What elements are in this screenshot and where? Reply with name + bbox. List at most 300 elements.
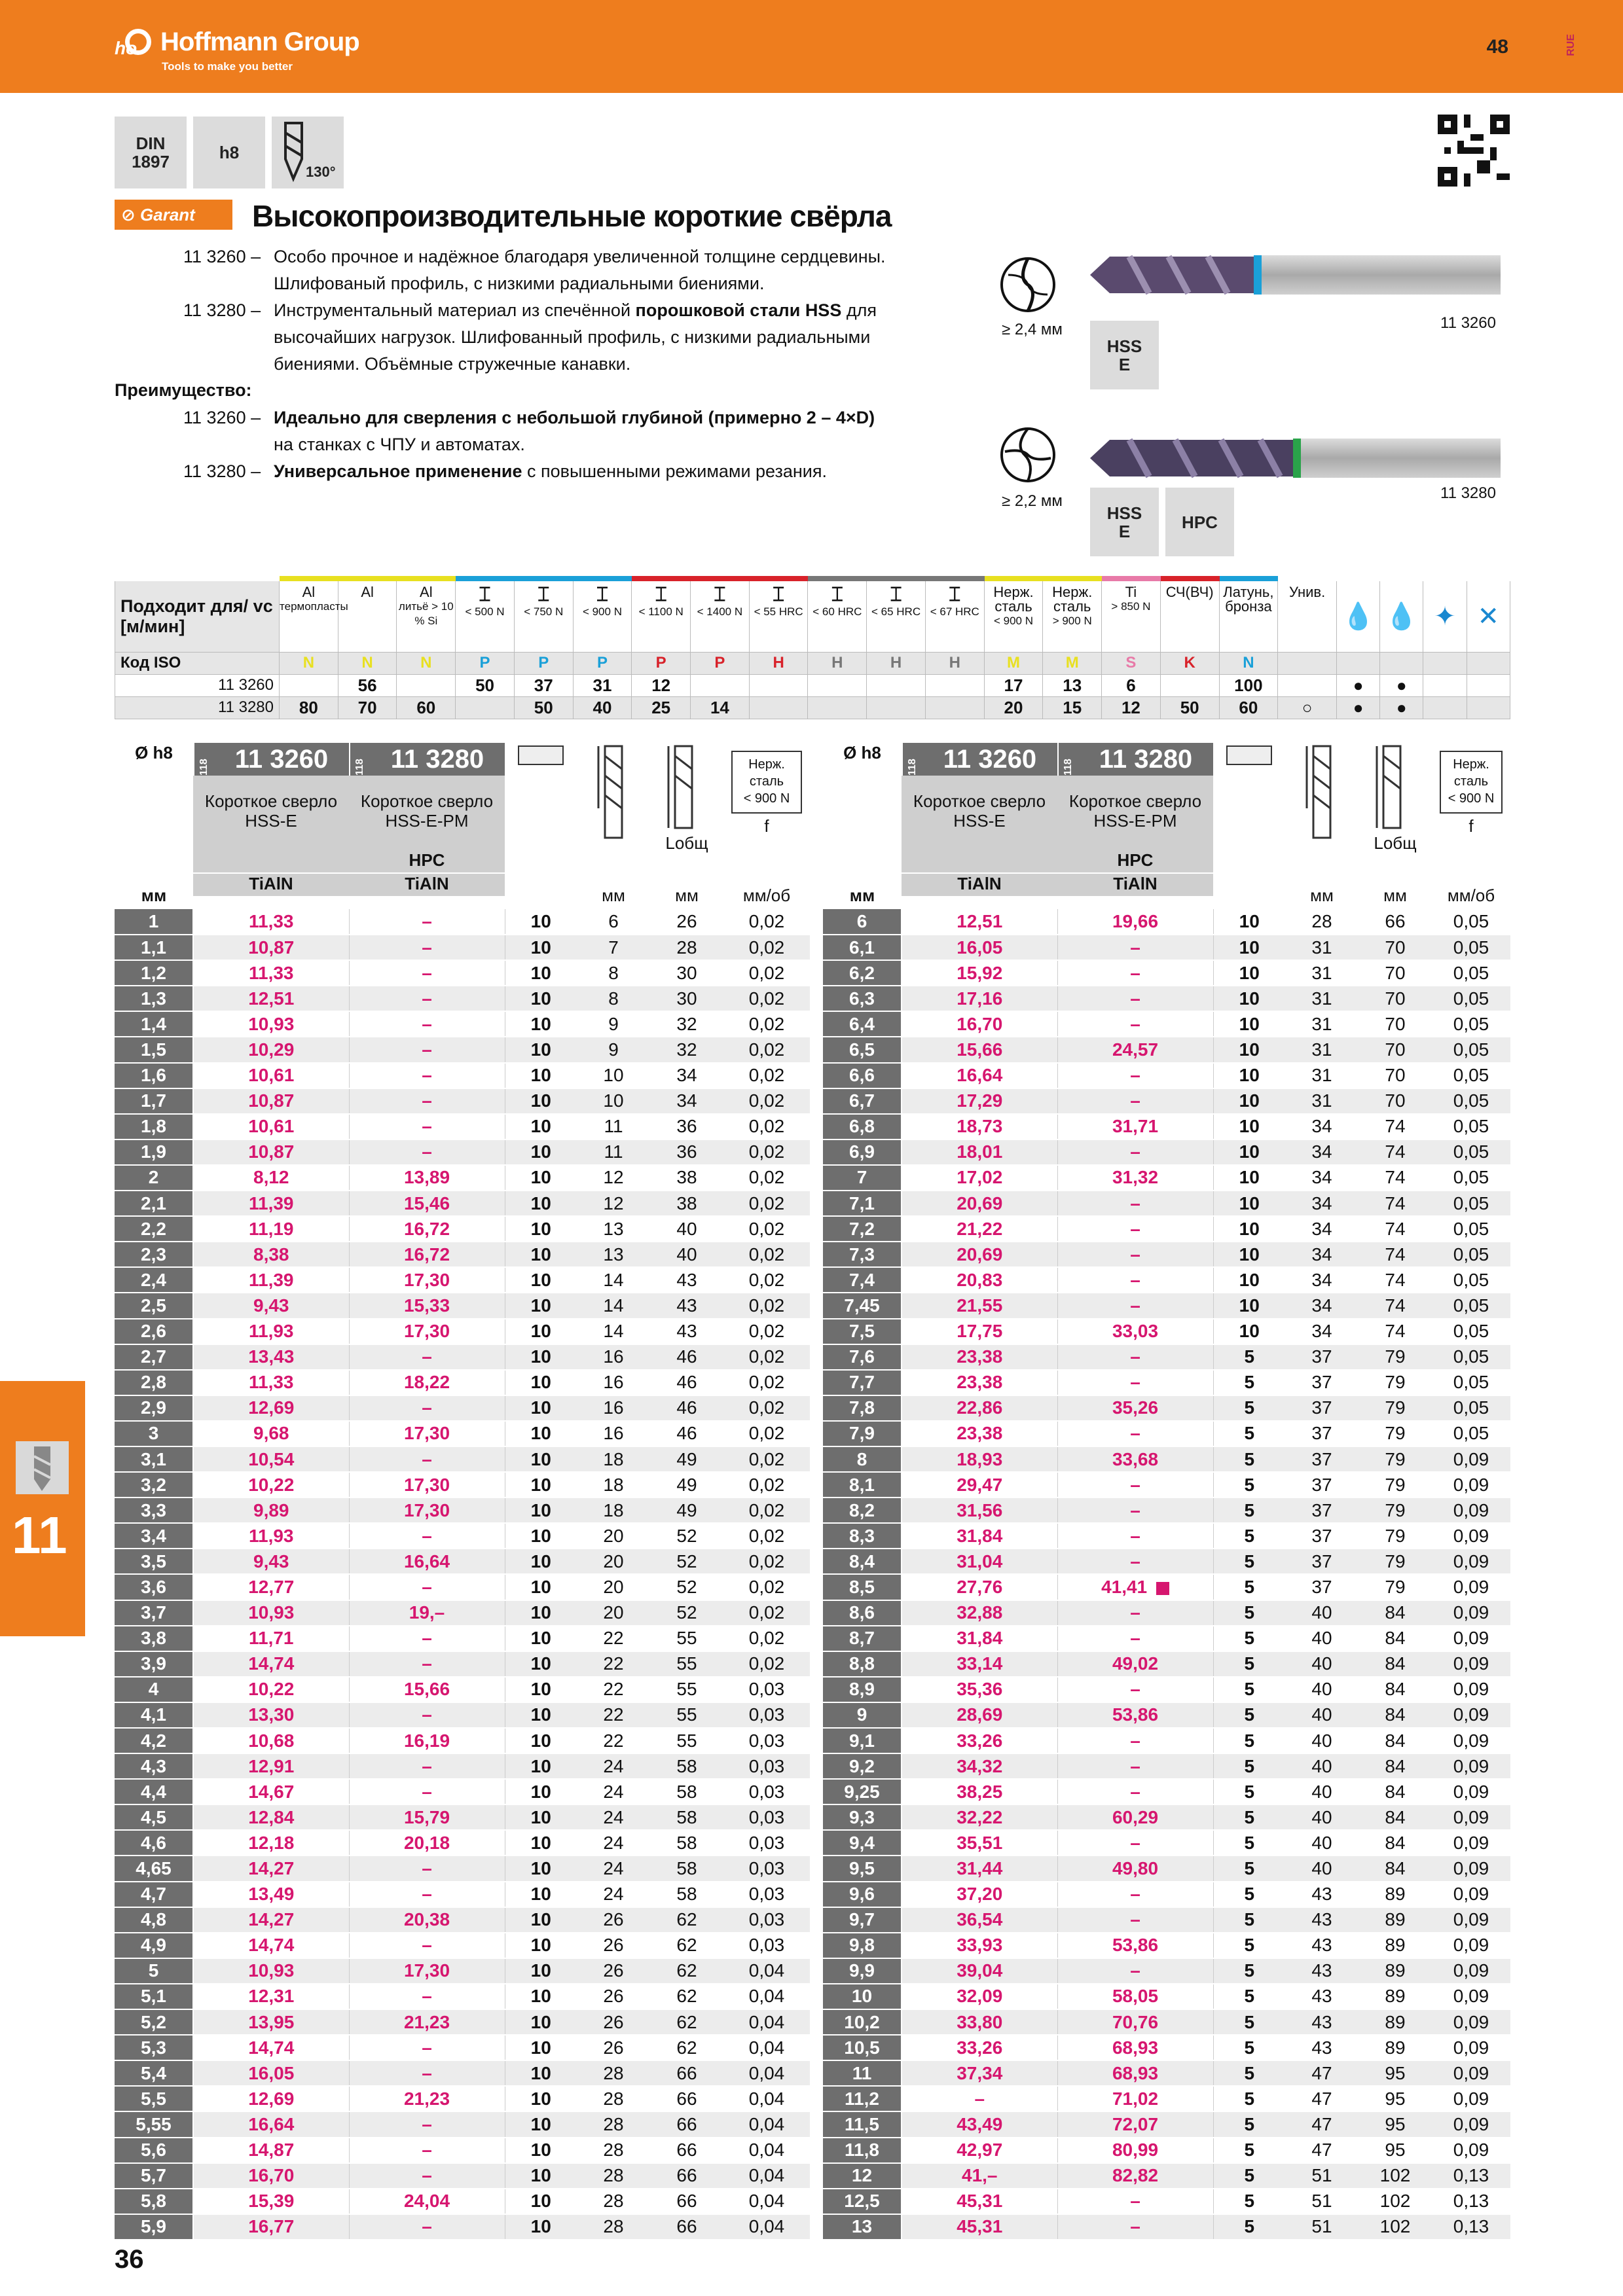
price-113280[interactable]: – xyxy=(349,1984,505,2009)
price-113260[interactable]: 12,77 xyxy=(193,1574,349,1600)
price-113260[interactable]: 14,87 xyxy=(193,2138,349,2163)
table-row[interactable] xyxy=(115,1139,810,1165)
price-113260[interactable]: 15,92 xyxy=(902,960,1057,986)
price-113280[interactable]: 33,68 xyxy=(1057,1446,1213,1472)
price-113280[interactable]: 20,18 xyxy=(349,1830,505,1856)
price-113260[interactable]: 28,69 xyxy=(902,1702,1057,1728)
price-113280[interactable]: – xyxy=(349,1114,505,1139)
table-row[interactable] xyxy=(823,1933,1510,1958)
price-113280[interactable]: – xyxy=(1057,1191,1213,1216)
table-row[interactable] xyxy=(823,1626,1510,1651)
price-113280[interactable]: – xyxy=(1057,1421,1213,1446)
table-row[interactable] xyxy=(115,935,810,960)
table-row[interactable] xyxy=(115,1293,810,1318)
price-113280[interactable]: 17,30 xyxy=(349,1958,505,1984)
table-row[interactable] xyxy=(115,2111,810,2137)
price-113280[interactable]: 24,04 xyxy=(349,2189,505,2214)
price-113260[interactable]: 11,33 xyxy=(193,960,349,986)
price-113260[interactable]: 31,04 xyxy=(902,1549,1057,1574)
table-row[interactable] xyxy=(823,1319,1510,1344)
price-113280[interactable]: – xyxy=(1057,935,1213,960)
price-113280[interactable]: – xyxy=(349,1523,505,1549)
table-row[interactable] xyxy=(115,1344,810,1370)
price-113260[interactable]: 33,80 xyxy=(902,2009,1057,2035)
price-113280[interactable]: – xyxy=(1057,1830,1213,1856)
table-row[interactable] xyxy=(115,1753,810,1779)
table-row[interactable] xyxy=(823,1344,1510,1370)
table-row[interactable] xyxy=(823,1395,1510,1421)
table-row[interactable] xyxy=(115,1523,810,1549)
price-113260[interactable]: 10,61 xyxy=(193,1063,349,1088)
price-113280[interactable]: – xyxy=(349,1446,505,1472)
price-113260[interactable]: 10,54 xyxy=(193,1446,349,1472)
table-row[interactable] xyxy=(823,2060,1510,2086)
table-row[interactable] xyxy=(823,1728,1510,1753)
price-113260[interactable]: 35,36 xyxy=(902,1677,1057,1702)
price-113280[interactable]: 49,80 xyxy=(1057,1856,1213,1881)
price-113280[interactable]: 31,32 xyxy=(1057,1165,1213,1191)
price-113280[interactable]: – xyxy=(349,2138,505,2163)
table-row[interactable] xyxy=(115,1907,810,1933)
table-row[interactable] xyxy=(115,2035,810,2060)
price-113280[interactable]: – xyxy=(1057,1677,1213,1702)
price-113260[interactable]: 32,09 xyxy=(902,1984,1057,2009)
price-113280[interactable]: 17,30 xyxy=(349,1267,505,1293)
price-113280[interactable]: 13,89 xyxy=(349,1165,505,1191)
table-row[interactable] xyxy=(115,1804,810,1830)
price-113280[interactable]: 20,38 xyxy=(349,1907,505,1933)
price-113280[interactable]: – xyxy=(349,1882,505,1907)
table-row[interactable] xyxy=(115,909,810,935)
table-row[interactable] xyxy=(823,2214,1510,2240)
price-113260[interactable]: 12,51 xyxy=(193,986,349,1011)
table-row[interactable] xyxy=(823,1267,1510,1293)
price-113280[interactable]: – xyxy=(1057,1753,1213,1779)
table-row[interactable] xyxy=(115,2060,810,2086)
price-113260[interactable]: 23,38 xyxy=(902,1344,1057,1370)
price-113280[interactable]: 15,79 xyxy=(349,1804,505,1830)
table-row[interactable] xyxy=(115,1421,810,1446)
price-113280[interactable]: – xyxy=(1057,2189,1213,2214)
price-113280[interactable]: – xyxy=(349,1088,505,1114)
table-row[interactable] xyxy=(823,2035,1510,2060)
table-row[interactable] xyxy=(823,2163,1510,2189)
price-113260[interactable]: 32,88 xyxy=(902,1600,1057,1626)
price-113260[interactable]: 41,– xyxy=(902,2163,1057,2189)
table-row[interactable] xyxy=(115,2009,810,2035)
price-113260[interactable]: 12,69 xyxy=(193,1395,349,1421)
price-113260[interactable]: 10,22 xyxy=(193,1677,349,1702)
price-113280[interactable]: – xyxy=(349,1395,505,1421)
table-row[interactable] xyxy=(823,2111,1510,2137)
price-113260[interactable]: 9,43 xyxy=(193,1293,349,1318)
table-row[interactable] xyxy=(823,1088,1510,1114)
price-113260[interactable]: 16,64 xyxy=(902,1063,1057,1088)
table-row[interactable] xyxy=(823,935,1510,960)
price-113260[interactable]: 12,31 xyxy=(193,1984,349,2009)
price-113280[interactable]: – xyxy=(349,2163,505,2189)
table-row[interactable] xyxy=(115,1549,810,1574)
table-row[interactable] xyxy=(823,909,1510,935)
price-113260[interactable]: 14,74 xyxy=(193,1933,349,1958)
table-row[interactable] xyxy=(115,1882,810,1907)
table-row[interactable] xyxy=(823,1011,1510,1037)
price-113260[interactable]: 11,19 xyxy=(193,1216,349,1242)
price-113260[interactable]: 32,22 xyxy=(902,1804,1057,1830)
price-113280[interactable]: 16,64 xyxy=(349,1549,505,1574)
price-113280[interactable]: – xyxy=(349,1651,505,1677)
price-113260[interactable]: 14,74 xyxy=(193,2035,349,2060)
price-113280[interactable]: – xyxy=(1057,1600,1213,1626)
price-113280[interactable]: – xyxy=(349,909,505,935)
price-113260[interactable]: 16,05 xyxy=(902,935,1057,960)
price-113280[interactable]: – xyxy=(349,960,505,986)
price-113260[interactable]: 16,05 xyxy=(193,2060,349,2086)
price-113260[interactable]: 33,93 xyxy=(902,1933,1057,1958)
price-113280[interactable]: 49,02 xyxy=(1057,1651,1213,1677)
table-row[interactable] xyxy=(823,1293,1510,1318)
table-row[interactable] xyxy=(823,2009,1510,2035)
price-113260[interactable]: 33,26 xyxy=(902,2035,1057,2060)
price-113260[interactable]: 37,34 xyxy=(902,2060,1057,2086)
table-row[interactable] xyxy=(115,1651,810,1677)
table-row[interactable] xyxy=(823,1958,1510,1984)
price-113280[interactable]: 80,99 xyxy=(1057,2138,1213,2163)
price-113280[interactable]: – xyxy=(1057,1011,1213,1037)
price-113280[interactable]: – xyxy=(349,1139,505,1165)
price-113260[interactable]: 16,70 xyxy=(902,1011,1057,1037)
price-113280[interactable]: – xyxy=(349,2060,505,2086)
table-row[interactable] xyxy=(823,1446,1510,1472)
qr-code-icon[interactable] xyxy=(1438,115,1510,187)
table-row[interactable] xyxy=(115,960,810,986)
table-row[interactable] xyxy=(115,1728,810,1753)
hoffmann-logo[interactable] xyxy=(115,26,359,73)
price-113260[interactable]: 10,93 xyxy=(193,1600,349,1626)
price-113260[interactable]: 13,43 xyxy=(193,1344,349,1370)
table-row[interactable] xyxy=(823,1984,1510,2009)
price-113260[interactable]: 31,84 xyxy=(902,1523,1057,1549)
table-row[interactable] xyxy=(823,1882,1510,1907)
table-row[interactable] xyxy=(823,1549,1510,1574)
price-113280[interactable]: – xyxy=(1057,1139,1213,1165)
table-row[interactable] xyxy=(115,2138,810,2163)
table-row[interactable] xyxy=(823,1191,1510,1216)
price-113260[interactable]: 18,73 xyxy=(902,1114,1057,1139)
price-113260[interactable]: 34,32 xyxy=(902,1753,1057,1779)
table-row[interactable] xyxy=(823,1779,1510,1804)
price-113280[interactable]: – xyxy=(1057,1907,1213,1933)
table-row[interactable] xyxy=(115,2189,810,2214)
price-113260[interactable]: 31,56 xyxy=(902,1498,1057,1523)
table-row[interactable] xyxy=(823,1753,1510,1779)
price-113280[interactable]: – xyxy=(349,1037,505,1062)
price-113260[interactable]: 11,39 xyxy=(193,1191,349,1216)
table-row[interactable] xyxy=(823,1139,1510,1165)
price-113260[interactable]: 14,27 xyxy=(193,1856,349,1881)
table-row[interactable] xyxy=(823,1421,1510,1446)
price-113280[interactable]: 15,66 xyxy=(349,1677,505,1702)
price-113260[interactable]: 11,93 xyxy=(193,1319,349,1344)
table-row[interactable] xyxy=(115,1702,810,1728)
price-113260[interactable]: 11,33 xyxy=(193,909,349,935)
table-row[interactable] xyxy=(115,2163,810,2189)
price-113280[interactable]: 72,07 xyxy=(1057,2111,1213,2137)
price-113260[interactable]: 42,97 xyxy=(902,2138,1057,2163)
table-row[interactable] xyxy=(823,1498,1510,1523)
table-row[interactable] xyxy=(115,1267,810,1293)
price-113260[interactable]: 11,39 xyxy=(193,1267,349,1293)
price-113260[interactable]: 29,47 xyxy=(902,1472,1057,1498)
price-113260[interactable]: 13,30 xyxy=(193,1702,349,1728)
price-113260[interactable]: 21,55 xyxy=(902,1293,1057,1318)
table-row[interactable] xyxy=(823,1165,1510,1191)
table-row[interactable] xyxy=(823,1702,1510,1728)
price-113260[interactable]: 14,27 xyxy=(193,1907,349,1933)
price-113260[interactable]: 10,87 xyxy=(193,1088,349,1114)
price-113280[interactable]: 82,82 xyxy=(1057,2163,1213,2189)
price-113280[interactable]: – xyxy=(349,1574,505,1600)
table-row[interactable] xyxy=(115,1216,810,1242)
table-row[interactable] xyxy=(115,1446,810,1472)
table-row[interactable] xyxy=(823,1907,1510,1933)
price-113260[interactable]: 20,69 xyxy=(902,1242,1057,1267)
table-row[interactable] xyxy=(115,1165,810,1191)
table-row[interactable] xyxy=(823,986,1510,1011)
table-row[interactable] xyxy=(115,1830,810,1856)
price-113260[interactable]: 22,86 xyxy=(902,1395,1057,1421)
price-113280[interactable]: 19,– xyxy=(349,1600,505,1626)
table-row[interactable] xyxy=(115,1933,810,1958)
price-113260[interactable]: 27,76 xyxy=(902,1574,1057,1600)
price-113260[interactable]: 8,38 xyxy=(193,1242,349,1267)
price-113260[interactable]: 17,75 xyxy=(902,1319,1057,1344)
price-113280[interactable]: – xyxy=(1057,1728,1213,1753)
price-113260[interactable]: 23,38 xyxy=(902,1370,1057,1395)
price-113280[interactable]: – xyxy=(349,2214,505,2240)
price-113260[interactable]: 9,43 xyxy=(193,1549,349,1574)
price-113260[interactable]: 10,61 xyxy=(193,1114,349,1139)
price-113260[interactable]: 10,68 xyxy=(193,1728,349,1753)
table-row[interactable] xyxy=(823,1600,1510,1626)
price-113280[interactable]: – xyxy=(1057,1293,1213,1318)
price-113280[interactable]: 18,22 xyxy=(349,1370,505,1395)
table-row[interactable] xyxy=(823,1856,1510,1881)
price-113260[interactable]: 20,83 xyxy=(902,1267,1057,1293)
price-113280[interactable]: 31,71 xyxy=(1057,1114,1213,1139)
price-113260[interactable]: 10,93 xyxy=(193,1011,349,1037)
price-113280[interactable]: 15,46 xyxy=(349,1191,505,1216)
price-113260[interactable]: 36,54 xyxy=(902,1907,1057,1933)
price-113260[interactable]: 17,02 xyxy=(902,1165,1057,1191)
price-113260[interactable]: 10,87 xyxy=(193,935,349,960)
price-113260[interactable]: 13,95 xyxy=(193,2009,349,2035)
price-113260[interactable]: 35,51 xyxy=(902,1830,1057,1856)
table-row[interactable] xyxy=(115,1498,810,1523)
table-row[interactable] xyxy=(115,1011,810,1037)
price-113260[interactable]: 11,71 xyxy=(193,1626,349,1651)
price-113260[interactable]: 33,14 xyxy=(902,1651,1057,1677)
price-113260[interactable]: 12,18 xyxy=(193,1830,349,1856)
table-row[interactable] xyxy=(115,1063,810,1088)
price-113280[interactable]: – xyxy=(349,1344,505,1370)
price-113280[interactable]: 41,41 xyxy=(1057,1574,1213,1600)
price-113280[interactable]: – xyxy=(349,2111,505,2137)
table-row[interactable] xyxy=(115,1779,810,1804)
table-row[interactable] xyxy=(115,1600,810,1626)
table-row[interactable] xyxy=(823,1370,1510,1395)
price-113260[interactable]: 38,25 xyxy=(902,1779,1057,1804)
price-113280[interactable]: 21,23 xyxy=(349,2086,505,2111)
price-113260[interactable]: 31,44 xyxy=(902,1856,1057,1881)
price-113260[interactable]: 39,04 xyxy=(902,1958,1057,1984)
price-113260[interactable]: – xyxy=(902,2086,1057,2111)
table-row[interactable] xyxy=(823,1830,1510,1856)
table-row[interactable] xyxy=(115,1114,810,1139)
price-113280[interactable]: – xyxy=(349,986,505,1011)
price-113280[interactable]: 21,23 xyxy=(349,2009,505,2035)
price-113280[interactable]: 24,57 xyxy=(1057,1037,1213,1062)
price-113280[interactable]: – xyxy=(1057,1882,1213,1907)
table-row[interactable] xyxy=(823,2189,1510,2214)
price-113260[interactable]: 12,84 xyxy=(193,1804,349,1830)
table-row[interactable] xyxy=(823,1063,1510,1088)
table-row[interactable] xyxy=(823,1472,1510,1498)
table-row[interactable] xyxy=(823,1216,1510,1242)
table-row[interactable] xyxy=(115,1395,810,1421)
table-row[interactable] xyxy=(115,986,810,1011)
table-row[interactable] xyxy=(823,1242,1510,1267)
price-113280[interactable]: – xyxy=(1057,1267,1213,1293)
price-113280[interactable]: – xyxy=(1057,1472,1213,1498)
price-113260[interactable]: 20,69 xyxy=(902,1191,1057,1216)
price-113260[interactable]: 43,49 xyxy=(902,2111,1057,2137)
table-row[interactable] xyxy=(115,1472,810,1498)
price-113280[interactable]: – xyxy=(349,935,505,960)
price-113260[interactable]: 12,69 xyxy=(193,2086,349,2111)
table-row[interactable] xyxy=(823,1114,1510,1139)
price-113260[interactable]: 18,93 xyxy=(902,1446,1057,1472)
price-113260[interactable]: 18,01 xyxy=(902,1139,1057,1165)
price-113260[interactable]: 37,20 xyxy=(902,1882,1057,1907)
price-113260[interactable]: 16,70 xyxy=(193,2163,349,2189)
price-113280[interactable]: 17,30 xyxy=(349,1421,505,1446)
price-113260[interactable]: 11,33 xyxy=(193,1370,349,1395)
price-113280[interactable]: – xyxy=(1057,1958,1213,1984)
price-113280[interactable]: – xyxy=(1057,1063,1213,1088)
price-113280[interactable]: 68,93 xyxy=(1057,2035,1213,2060)
price-113280[interactable]: – xyxy=(349,1753,505,1779)
price-113260[interactable]: 9,68 xyxy=(193,1421,349,1446)
price-113280[interactable]: – xyxy=(1057,1216,1213,1242)
price-113280[interactable]: 33,03 xyxy=(1057,1319,1213,1344)
price-113280[interactable]: – xyxy=(349,1011,505,1037)
price-113280[interactable]: – xyxy=(349,1933,505,1958)
table-row[interactable] xyxy=(823,2086,1510,2111)
table-row[interactable] xyxy=(823,1677,1510,1702)
price-113280[interactable]: 17,30 xyxy=(349,1472,505,1498)
price-113280[interactable]: – xyxy=(1057,1549,1213,1574)
price-113280[interactable]: – xyxy=(1057,1242,1213,1267)
table-row[interactable] xyxy=(115,1242,810,1267)
price-113280[interactable]: – xyxy=(349,1063,505,1088)
price-113280[interactable]: – xyxy=(349,2035,505,2060)
price-113260[interactable]: 12,51 xyxy=(902,909,1057,935)
price-113280[interactable]: – xyxy=(349,1779,505,1804)
price-113260[interactable]: 45,31 xyxy=(902,2214,1057,2240)
price-113280[interactable]: – xyxy=(1057,1523,1213,1549)
price-113280[interactable]: – xyxy=(349,1856,505,1881)
price-113280[interactable]: – xyxy=(349,1702,505,1728)
price-113260[interactable]: 14,74 xyxy=(193,1651,349,1677)
price-113260[interactable]: 45,31 xyxy=(902,2189,1057,2214)
table-row[interactable] xyxy=(823,1651,1510,1677)
price-113260[interactable]: 12,91 xyxy=(193,1753,349,1779)
price-113280[interactable]: 60,29 xyxy=(1057,1804,1213,1830)
price-113260[interactable]: 23,38 xyxy=(902,1421,1057,1446)
price-113260[interactable]: 17,29 xyxy=(902,1088,1057,1114)
price-113260[interactable]: 10,22 xyxy=(193,1472,349,1498)
price-113260[interactable]: 17,16 xyxy=(902,986,1057,1011)
table-row[interactable] xyxy=(823,1804,1510,1830)
table-row[interactable] xyxy=(115,1037,810,1062)
price-113280[interactable]: 53,86 xyxy=(1057,1702,1213,1728)
table-row[interactable] xyxy=(115,1191,810,1216)
price-113260[interactable]: 8,12 xyxy=(193,1165,349,1191)
table-row[interactable] xyxy=(823,1523,1510,1549)
table-row[interactable] xyxy=(115,1370,810,1395)
price-113280[interactable]: 17,30 xyxy=(349,1319,505,1344)
price-113260[interactable]: 10,87 xyxy=(193,1139,349,1165)
table-row[interactable] xyxy=(115,2214,810,2240)
price-113280[interactable]: – xyxy=(1057,1370,1213,1395)
price-113260[interactable]: 16,64 xyxy=(193,2111,349,2137)
price-113260[interactable]: 16,77 xyxy=(193,2214,349,2240)
table-row[interactable] xyxy=(115,1856,810,1881)
price-113280[interactable]: 17,30 xyxy=(349,1498,505,1523)
price-113260[interactable]: 14,67 xyxy=(193,1779,349,1804)
price-113280[interactable]: 35,26 xyxy=(1057,1395,1213,1421)
table-row[interactable] xyxy=(823,2138,1510,2163)
price-113260[interactable]: 33,26 xyxy=(902,1728,1057,1753)
price-113280[interactable]: 16,72 xyxy=(349,1216,505,1242)
price-113280[interactable]: 71,02 xyxy=(1057,2086,1213,2111)
price-113260[interactable]: 21,22 xyxy=(902,1216,1057,1242)
price-113280[interactable]: 19,66 xyxy=(1057,909,1213,935)
table-row[interactable] xyxy=(823,1037,1510,1062)
price-113280[interactable]: – xyxy=(1057,1344,1213,1370)
price-113260[interactable]: 10,93 xyxy=(193,1958,349,1984)
table-row[interactable] xyxy=(115,1626,810,1651)
table-row[interactable] xyxy=(115,1088,810,1114)
table-row[interactable] xyxy=(823,1574,1510,1600)
table-row[interactable] xyxy=(115,1958,810,1984)
price-113280[interactable]: – xyxy=(1057,1626,1213,1651)
price-113280[interactable]: 16,19 xyxy=(349,1728,505,1753)
price-113280[interactable]: – xyxy=(1057,986,1213,1011)
price-113260[interactable]: 10,29 xyxy=(193,1037,349,1062)
price-113280[interactable]: – xyxy=(1057,960,1213,986)
table-row[interactable] xyxy=(115,1984,810,2009)
price-113280[interactable]: 68,93 xyxy=(1057,2060,1213,2086)
price-113280[interactable]: – xyxy=(1057,1779,1213,1804)
table-row[interactable] xyxy=(115,1574,810,1600)
price-113280[interactable]: 70,76 xyxy=(1057,2009,1213,2035)
table-row[interactable] xyxy=(115,1677,810,1702)
price-113280[interactable]: 15,33 xyxy=(349,1293,505,1318)
price-113280[interactable]: – xyxy=(349,1626,505,1651)
price-113280[interactable]: – xyxy=(1057,1498,1213,1523)
